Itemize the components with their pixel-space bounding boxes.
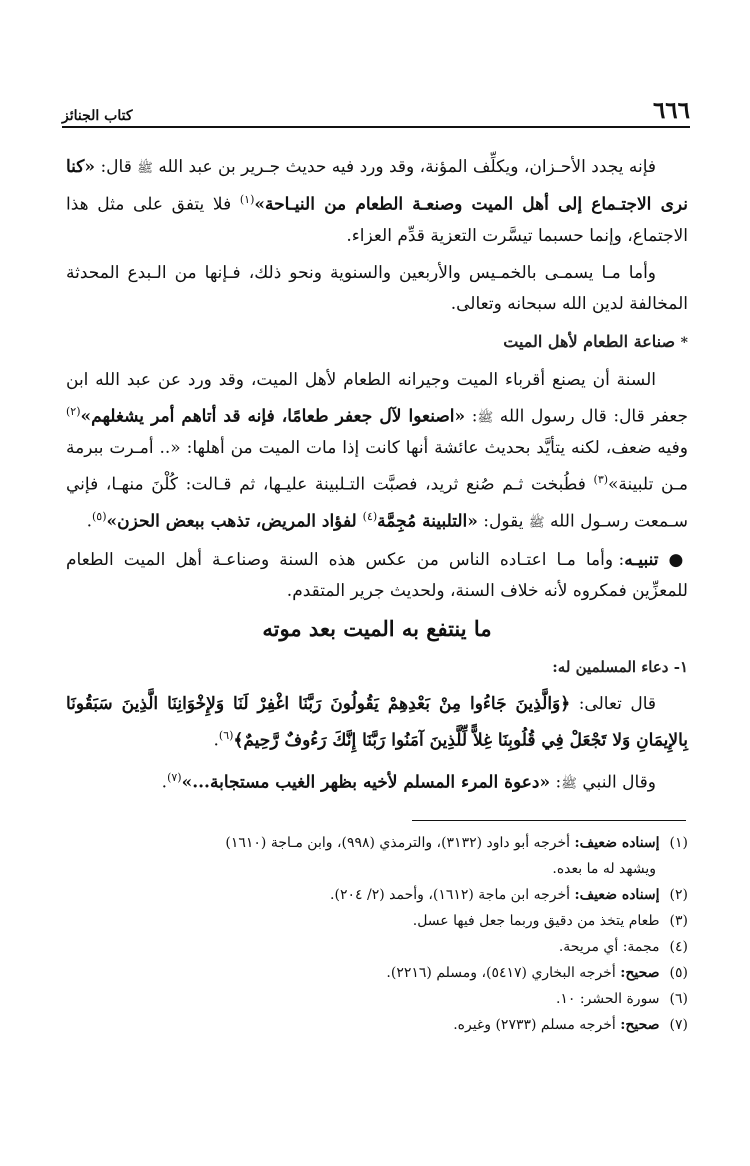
paragraph-4 [66, 689, 688, 757]
footnote-ref: (١) [239, 193, 255, 206]
footnote-5 [66, 960, 688, 986]
footnote-2 [66, 882, 688, 908]
note-paragraph [66, 545, 688, 607]
footnote-text: سورة الحشر: ١٠. [555, 991, 660, 1007]
body-text [66, 152, 688, 806]
footnote-text: أخرجه أبو داود (٣١٣٢)، والترمذي (٩٩٨)، وابن مـاجة (١٦١٠) [225, 835, 575, 851]
para5-colon: : [550, 772, 562, 793]
footnote-grade: صحيح: [620, 965, 660, 981]
bullet-dot-icon: ● [668, 549, 688, 570]
footnote-number: (٣) [669, 913, 688, 929]
footnote-4 [66, 934, 688, 960]
saw-glyph: ﷺ [528, 515, 545, 531]
para3-text-c: وفيه ضعف، لكنه يتأيَّد بحديث عائشة أنها كانت إذا مات الميت من أهلها: «.. أمـرت ببرمة مـن تلبينة» [66, 438, 688, 495]
para1-text-a: فإنه يجدد الأحـزان، ويكلِّف المؤنة، وقد ورد فيه حديث جـرير بن عبد الله [158, 157, 657, 177]
hadith-quote: «كنا نرى الاجتـماع إلى أهل الميت وصنعـة الطعام من النيـاحة» [66, 157, 688, 215]
book-title: كتاب الجنائز [62, 108, 133, 124]
para1-text-b: قال: [95, 157, 138, 177]
footnote-3 [66, 908, 688, 934]
paragraph-3 [66, 365, 688, 539]
note-text: : وأما مـا اعتـاده الناس من عكس هذه السنة وصناعـة أهل الميت الطعام للمعزِّين فمكروه لأنه خلاف السنة، ولحديث جرير المتقدم. [66, 549, 688, 601]
footnote-text: أخرجه البخاري (٥٤١٧)، ومسلم (٢٢١٦). [386, 965, 621, 981]
footnote-ref: (٢) [66, 404, 81, 418]
paragraph-5 [66, 762, 688, 800]
footnote-number: (٧) [669, 1017, 688, 1033]
header-rule [62, 126, 690, 128]
subheading-prayer: ١- دعاء المسلمين له: [552, 657, 688, 676]
footnote-rule [412, 820, 686, 821]
para5-text: وقال النبي [576, 772, 656, 793]
footnote-ref: (٣) [593, 473, 609, 487]
saw-glyph: ﷺ [477, 410, 494, 426]
footnote-7 [66, 1012, 688, 1038]
hadith-quote: «اصنعوا لآل جعفر طعامًا، فإنه قد أتاهم أمر يشغلهم» [80, 406, 466, 427]
hadith-quote: «دعوة المرء المسلم لأخيه بظهر الغيب مستجابة...» [181, 772, 551, 793]
footnotes [66, 830, 688, 1038]
footnote-text: أخرجه ابن ماجة (١٦١٢)، وأحمد (٢/ ٢٠٤). [330, 887, 575, 903]
footnote-number: (١) [669, 835, 688, 851]
para4-end: . [213, 730, 219, 751]
footnote-ref: (٧) [167, 771, 182, 785]
subheading-1-text: صناعة الطعام لأهل الميت [503, 331, 676, 351]
hadith-quote: «التلبينة مُجِمَّة [377, 511, 478, 532]
asterisk-bullet-icon: * [680, 334, 688, 351]
footnote-grade: إسناده ضعيف: [574, 835, 660, 851]
para3-text-a: السنة أن يصنع أقرباء الميت وجيرانه الطعام لأهل الميت، وقد ورد عن عبد الله ابن جعفر قال: قال رسول الله [66, 369, 689, 427]
para5-end: . [161, 772, 168, 793]
footnote-ref: (٦) [218, 728, 234, 742]
para3-text-e: يقول: [477, 511, 529, 532]
para3-text-d: فطُبخت ثـم صُنع ثريد، فصبَّت التـلبينة عليـها، ثم قـالت: كُلْنَ منهـا، فإني سـمعت رسـول الله [66, 474, 688, 532]
footnote-6 [66, 986, 688, 1012]
footnote-ref: (٤) [362, 509, 378, 523]
footnote-number: (٦) [669, 991, 688, 1007]
footnote-grade: صحيح: [620, 1017, 660, 1033]
note-label: تنبيـه [624, 549, 659, 570]
footnote-ref: (٥) [91, 509, 107, 523]
para1-text-c: فلا يتفق على مثل هذا الاجتماع، وإنما حسبما تيسَّرت التعزية قدِّم العزاء. [66, 194, 688, 246]
running-header [62, 96, 690, 124]
footnote-text: أخرجه مسلم (٢٧٣٣) وغيره. [453, 1017, 621, 1033]
hadith-quote: لفؤاد المريض، تذهب ببعض الحزن» [106, 511, 363, 532]
paragraph-1 [66, 152, 688, 252]
footnote-text: طعام يتخذ من دقيق وربما جعل فيها عسل. [412, 913, 660, 929]
paragraph-2: وأما مـا يسمـى بالخمـيس والأربعين والسنوية ونحو ذلك، فـإنها من الـبدع المحدثة المخالفة لدين الله سبحانه وتعالى. [66, 262, 688, 314]
footnote-text: مجمة: أي مريحة. [558, 939, 660, 955]
footnote-number: (٢) [669, 887, 688, 903]
quran-verse: ﴿وَالَّذِينَ جَاءُوا مِنْ بَعْدِهِمْ يَقُولُونَ رَبَّنَا اغْفِرْ لَنَا وَلإِخْوَانِنَا الَّذِينَ سَبَقُونَا بِالإِيمَانِ وَلا تَجْعَلْ فِي قُلُوبِنَا غِلاًّ لِّلَّذِينَ آمَنُوا رَبَّنَا إِنَّكَ رَءُوفٌ رَّحِيمٌ﴾ [66, 693, 688, 751]
page-number: ٦٦٦ [652, 97, 690, 124]
footnote-number: (٥) [669, 965, 688, 981]
para3-text-b: : [465, 406, 478, 427]
para3-end: . [86, 511, 92, 532]
footnote-number: (٤) [669, 939, 688, 955]
subheading-food-for-family [66, 326, 688, 359]
saw-glyph: ﷺ [561, 776, 577, 792]
saw-glyph: ﷺ [137, 161, 153, 176]
footnote-1 [66, 830, 688, 882]
footnote-continuation: ويشهد له ما بعده. [552, 861, 656, 877]
section-heading: ما ينتفع به الميت بعد موته [262, 615, 492, 641]
footnote-grade: إسناده ضعيف: [574, 887, 660, 903]
para4-text: قال تعالى: [570, 693, 657, 714]
